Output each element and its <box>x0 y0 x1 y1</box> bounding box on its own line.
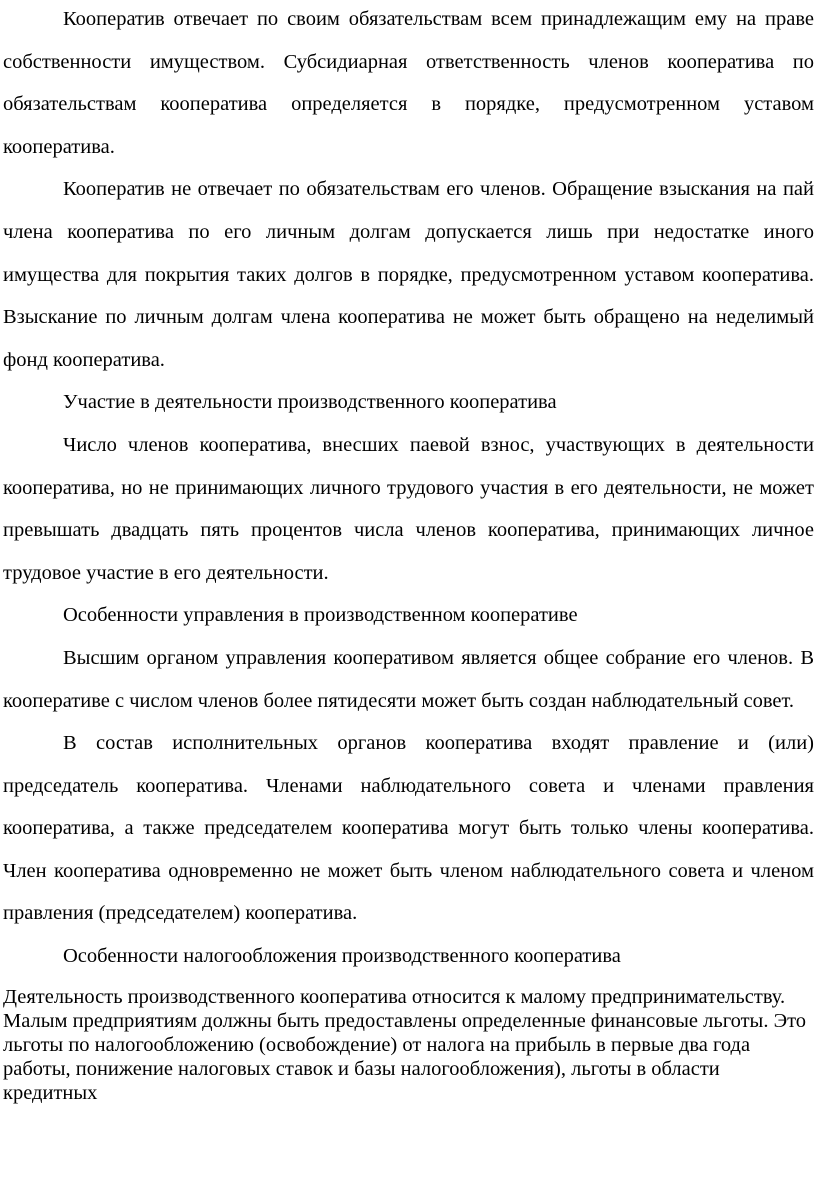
paragraph-member-count: Число членов кооператива, внесших паевой взнос, участвующих в деятельности кооператива, но не принимающих личного трудового участия в его деятельности, не может превышать двадцать пять процентов числа членов кооператива, принимающих личное трудовое участие в его деятельности. <box>3 433 814 584</box>
paragraph-small-business: Деятельность производственного кооператива относится к малому предпринимательству. Малым предприятиям должны быть предоставлены определенные финансовые льготы. Это льготы по налогообложению (освобождение) от налога на прибыль в первые два года работы, понижение налоговых ставок и базы налогообложения), льготы в области кредитных <box>3 985 807 1105</box>
paragraph-member-obligations: Кооператив не отвечает по обязательствам его членов. Обращение взыскания на пай члена кооператива по его личным долгам допускается лишь при недостатке иного имущества для покрытия таких долгов в порядке, предусмотренном уставом кооператива. Взыскание по личным долгам члена кооператива не может быть обращено на неделимый фонд кооператива. <box>3 178 814 371</box>
paragraph-general-meeting: Высшим органом управления кооперативом является общее собрание его членов. В кооперативе с числом членов более пятидесяти может быть создан наблюдательный совет. <box>3 646 814 712</box>
paragraph-executive-bodies: В состав исполнительных органов кооператива входят правление и (или) председатель кооператива. Членами наблюдательного совета и членами правления кооператива, а также председателем кооператива могут быть только члены кооператива. Член кооператива одновременно не может быть членом наблюдательного совета и членом правления (председателем) кооператива. <box>3 732 814 925</box>
section-heading-participation: Участие в деятельности производственного кооператива <box>63 391 557 414</box>
section-heading-taxation: Особенности налогообложения производственного кооператива <box>63 945 621 968</box>
section-heading-management: Особенности управления в производственном кооперативе <box>63 604 578 627</box>
paragraph-cooperative-liability: Кооператив отвечает по своим обязательствам всем принадлежащим ему на праве собственности имуществом. Субсидиарная ответственность членов кооператива по обязательствам кооператива определяется в порядке, предусмотренном уставом кооператива. <box>3 8 814 158</box>
